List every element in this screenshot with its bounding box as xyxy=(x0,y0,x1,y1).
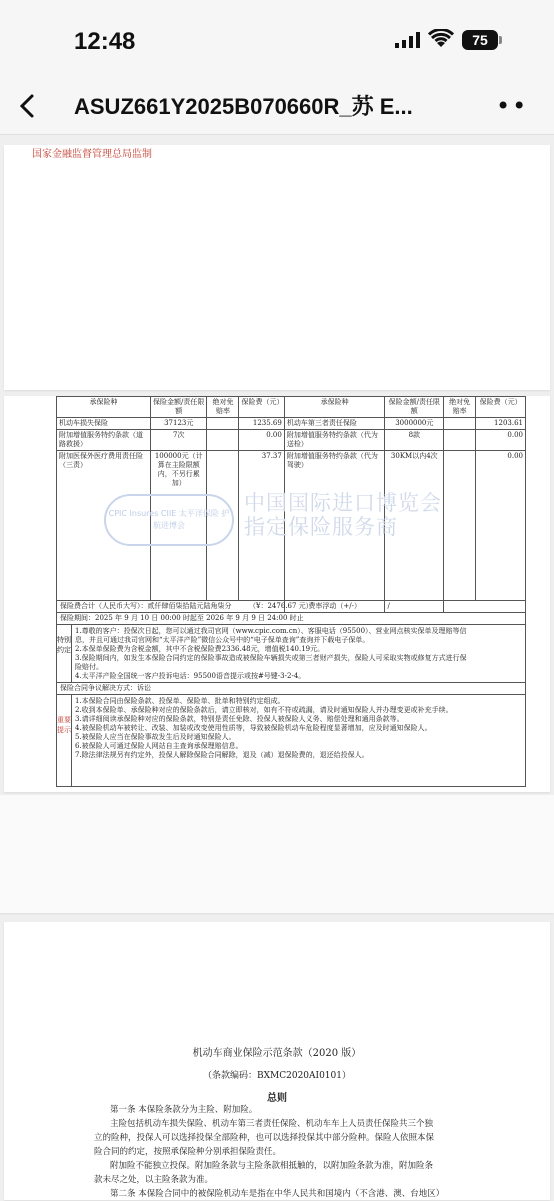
clause-body xyxy=(94,1103,474,1201)
table-cell: 附加医保外医疗费用责任险（三责） xyxy=(57,451,151,601)
notice-line: 5.被保险人应当在保险事故发生后及时通知保险人。 xyxy=(75,733,236,741)
header-cell: 保险费（元） xyxy=(239,397,284,418)
rate-float-label: 费率浮动（+/-） xyxy=(284,601,385,613)
rate-float-value: / xyxy=(385,601,444,613)
document-title: ASUZ661Y2025B070660R_苏 E... xyxy=(74,94,413,119)
table-cell: 附加增值服务特约条款（代为送检） xyxy=(284,430,385,451)
insurance-period: 保险期间：2025 年 9 月 10 日 00:00 时起至 2026 年 9 月 9 日 24:00 时止 xyxy=(56,613,526,625)
document-page-1 xyxy=(4,145,550,390)
table-cell: 37.37 xyxy=(239,451,284,601)
table-cell: 0.00 xyxy=(239,430,284,451)
header-cell: 承保险种 xyxy=(57,397,151,418)
special-line: 4.太平洋产险全国统一客户投诉电话：95500语音提示或按#号键-3-2-4。 xyxy=(75,672,306,680)
clause-paragraph: 第二条 本保险合同中的被保险机动车是指在中华人民共和国境内（不含港、澳、台地区） xyxy=(110,1189,445,1199)
clause-paragraph: 款未尽之处，以主险条款为准。 xyxy=(94,1175,214,1185)
table-cell: 1203.61 xyxy=(476,418,526,430)
table-cell xyxy=(207,430,239,451)
status-time: 12:48 xyxy=(74,28,136,55)
dispute-resolution: 保险合同争议解决方式：诉讼 xyxy=(56,683,526,695)
wifi-icon xyxy=(428,29,454,49)
table-cell xyxy=(444,451,476,601)
notice-line: 6.被保险人可通过保险人网站自主查询承保理赔信息。 xyxy=(75,742,243,750)
notice-line: 4.被保险机动车被转让、改装、加装或改变使用性质等，导致被保险机动车危险程度显著增加，应及时通知保险人。 xyxy=(75,724,432,732)
status-bar xyxy=(0,0,554,78)
clause-paragraph: 险合同的约定，按照承保险种分别承担保险责任。 xyxy=(94,1147,282,1157)
table-cell: 机动车损失保险 xyxy=(57,418,151,430)
special-line: 2.本保单保险费为含税金额，其中不含税保险费2336.48元，增值税140.19元。 xyxy=(75,645,325,653)
table-cell: 1235.69 xyxy=(239,418,284,430)
special-line: 息，并且可通过我司官网和“太平洋产险”微信公众号中的“电子保单查询”查询并下载电子保单。 xyxy=(75,636,370,644)
special-line: 3.保险期间内，如发生本保险合同约定的保险事故造成被保险车辆损失或第三者财产损失，保险人可采取实物或修复方式进行保 xyxy=(75,654,467,662)
document-page-2 xyxy=(4,396,550,792)
more-icon[interactable]: •• xyxy=(496,92,529,120)
special-agreement-label: 特别约定 xyxy=(56,625,72,683)
header-cell: 保险金额/责任限额 xyxy=(385,397,444,418)
header-cell: 绝对免赔率 xyxy=(207,397,239,418)
special-agreement-text xyxy=(72,625,526,683)
clause-code: （条款编码：BXMC2020AI0101） xyxy=(203,1071,351,1081)
page-gap xyxy=(0,795,554,913)
table-cell: 100000元（计算在主险限额内，不另行累加） xyxy=(151,451,207,601)
clause-section-title: 总则 xyxy=(267,1093,287,1104)
clause-paragraph: 立的险种，投保人可以选择投保全部险种，也可以选择投保其中部分险种。保险人依照本保 xyxy=(94,1133,435,1143)
important-notice-label: 重要提示 xyxy=(56,695,72,787)
table-cell: 0.00 xyxy=(476,430,526,451)
table-cell: 8款 xyxy=(385,430,444,451)
notice-line: 1.本保险合同由保险条款、投保单、保险单、批单和特别约定组成。 xyxy=(75,697,285,705)
clause-paragraph: 主险包括机动车损失保险、机动车第三者责任保险、机动车车上人员责任保险共三个独 xyxy=(110,1119,434,1129)
header-cell: 承保险种 xyxy=(284,397,385,418)
watermark-line: 中国国际进口博览会 xyxy=(244,491,442,515)
premium-total: 保险费合计（人民币大写）：贰仟肆佰柒拾陆元陆角柒分 （¥：2476.67 元） xyxy=(56,601,526,613)
table-cell xyxy=(444,430,476,451)
notice-line: 7.除法律法规另有约定外，投保人解除保险合同解除，退及（减）退保险费的，退还给投保人。 xyxy=(75,751,369,759)
chevron-left-icon[interactable] xyxy=(8,86,48,126)
document-page-3 xyxy=(4,922,550,1200)
table-cell: 37123元 xyxy=(151,418,207,430)
table-row xyxy=(57,418,526,430)
clause-paragraph: 第一条 本保险条款分为主险、附加险。 xyxy=(110,1105,258,1115)
nav-bar xyxy=(0,78,554,135)
header-cell: 绝对免赔率 xyxy=(444,397,476,418)
important-notice-text xyxy=(72,695,526,787)
clause-title: 机动车商业保险示范条款（2020 版） xyxy=(192,1048,362,1059)
watermark-text xyxy=(244,491,442,539)
table-cell: 30KM以内4次 xyxy=(385,451,444,601)
table-cell xyxy=(444,418,476,430)
watermark-line: 指定保险服务商 xyxy=(244,515,398,539)
notice-line: 3.请详细阅读承保险种对应的保险条款，特别是责任免除、投保人被保险人义务、赔偿处理和通用条款等。 xyxy=(75,715,404,723)
clause-paragraph: 附加险不能独立投保。附加险条款与主险条款相抵触的，以附加险条款为准，附加险条 xyxy=(110,1161,434,1171)
table-cell: 附加增值服务特约条款（代为驾驶） xyxy=(284,451,385,601)
table-cell: 附加增值服务特约条款（道路救援） xyxy=(57,430,151,451)
cellular-signal-icon xyxy=(395,32,421,48)
battery-icon: 75 xyxy=(462,30,498,50)
table-cell: 0.00 xyxy=(476,451,526,601)
battery-cap xyxy=(499,36,502,44)
table-row xyxy=(57,430,526,451)
notice-line: 2.收到本保险单、承保险种对应的保险条款后，请立即核对，如有不符或疏漏，请及时通知保险人并办理变更或补充手续。 xyxy=(75,706,453,714)
table-cell: 7次 xyxy=(151,430,207,451)
special-line: 险赔付。 xyxy=(75,663,103,671)
special-line: 1.尊敬的客户：投保次日起，您可以通过我司官网（www.cpic.com.cn）、客服电话（95500）、营业网点核实保单及理赔等信 xyxy=(75,627,467,635)
page-header-text: 国家金融监督管理总局监制 xyxy=(32,149,152,160)
table-cell xyxy=(207,418,239,430)
header-cell: 保险费（元） xyxy=(476,397,526,418)
table-header-row xyxy=(57,397,526,418)
header-cell: 保险金额/责任限额 xyxy=(151,397,207,418)
cpic-watermark-logo: CPIC Insures CIIE 太平洋保险 护航进博会 xyxy=(104,494,234,546)
table-cell: 3000000元 xyxy=(385,418,444,430)
table-cell: 机动车第三者责任保险 xyxy=(284,418,385,430)
